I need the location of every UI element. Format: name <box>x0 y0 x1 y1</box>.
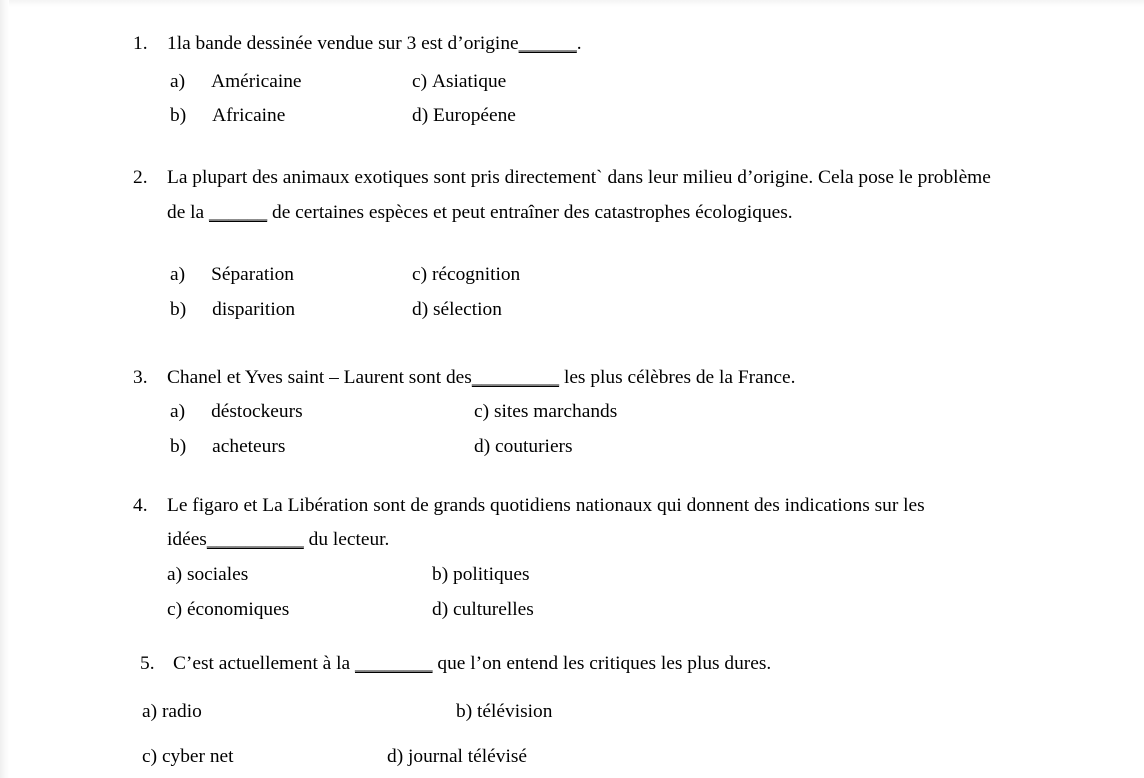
option-label: déstockeurs <box>211 401 303 422</box>
question-stem-text: Chanel et Yves saint – Laurent sont des <box>167 367 472 388</box>
option-b[interactable] <box>170 436 285 458</box>
option-label: cyber net <box>161 746 234 767</box>
question-stem-text: C’est actuellement à la <box>173 653 355 674</box>
option-c[interactable] <box>474 401 617 423</box>
option-tag: d) <box>412 299 429 320</box>
option-c[interactable] <box>167 599 289 621</box>
question-stem <box>167 167 991 189</box>
question-stem-tail: que l’on entend les critiques les plus dures. <box>432 653 772 674</box>
option-d[interactable] <box>432 599 534 621</box>
answer-blank[interactable]: _________ <box>471 367 560 388</box>
question-stem-continuation <box>167 529 389 551</box>
option-tag: a) <box>170 71 186 92</box>
option-label: récognition <box>431 264 521 285</box>
question-number: 2. <box>133 167 148 188</box>
option-d[interactable] <box>412 105 516 127</box>
option-label: radio <box>161 701 202 722</box>
option-tag: c) <box>474 401 490 422</box>
option-a[interactable] <box>167 564 248 586</box>
option-label: Européene <box>433 105 516 126</box>
clipped-heading-line <box>0 0 1144 5</box>
option-a[interactable] <box>170 264 294 286</box>
option-tag: b) <box>432 564 449 585</box>
option-tag: b) <box>170 299 187 320</box>
option-tag: a) <box>170 264 186 285</box>
question-stem-prefix: idées <box>167 529 207 550</box>
option-label: Africaine <box>212 105 286 126</box>
option-label: Asiatique <box>431 71 507 92</box>
question-stem-prefix: de la <box>167 202 209 223</box>
option-tag: d) <box>387 746 404 767</box>
question-number: 1. <box>133 33 148 54</box>
option-d[interactable] <box>474 436 573 458</box>
option-d[interactable] <box>412 299 502 321</box>
answer-blank[interactable]: ________ <box>354 653 433 674</box>
option-tag: b) <box>170 436 187 457</box>
option-tag: a) <box>170 401 186 422</box>
option-a[interactable] <box>142 701 202 723</box>
option-a[interactable] <box>170 401 303 423</box>
option-tag: b) <box>170 105 187 126</box>
question-stem-continuation <box>167 202 793 224</box>
option-label: sélection <box>433 299 502 320</box>
option-b[interactable] <box>170 299 295 321</box>
question-stem-text: Le figaro et La Libération sont de grands quotidiens nationaux qui donnent des indications sur les <box>167 495 925 516</box>
option-c[interactable] <box>412 264 520 286</box>
question-stem <box>173 653 771 675</box>
question-number: 4. <box>133 495 148 516</box>
answer-blank[interactable]: __________ <box>206 529 304 550</box>
option-a[interactable] <box>170 71 302 93</box>
option-tag: b) <box>456 701 473 722</box>
option-d[interactable] <box>387 746 527 768</box>
option-tag: c) <box>142 746 158 767</box>
option-tag: c) <box>167 599 183 620</box>
question-stem-suffix: de certaines espèces et peut entraîner des catastrophes écologiques. <box>267 202 793 223</box>
option-label: culturelles <box>453 599 534 620</box>
option-label: journal télévisé <box>408 746 528 767</box>
option-b[interactable] <box>456 701 552 723</box>
question-number: 5. <box>140 653 155 674</box>
option-label: sites marchands <box>493 401 618 422</box>
question-stem-tail: . <box>576 33 582 54</box>
option-label: Séparation <box>211 264 294 285</box>
option-label: acheteurs <box>212 436 286 457</box>
question-stem <box>167 367 795 389</box>
answer-blank[interactable]: ______ <box>518 33 577 54</box>
option-label: sociales <box>186 564 249 585</box>
option-label: disparition <box>212 299 296 320</box>
option-c[interactable] <box>142 746 234 768</box>
question-stem-text: La plupart des animaux exotiques sont pris directement` dans leur milieu d’origine. Cela pose le problème <box>167 167 991 188</box>
option-tag: d) <box>474 436 491 457</box>
option-tag: a) <box>142 701 158 722</box>
option-tag: c) <box>412 71 428 92</box>
option-label: télévision <box>477 701 553 722</box>
option-tag: c) <box>412 264 428 285</box>
question-number: 3. <box>133 367 148 388</box>
option-tag: a) <box>167 564 183 585</box>
option-b[interactable] <box>432 564 530 586</box>
question-stem-text: 1la bande dessinée vendue sur 3 est d’origine <box>167 33 519 54</box>
option-c[interactable] <box>412 71 506 93</box>
option-label: Américaine <box>211 71 302 92</box>
question-stem-suffix: du lecteur. <box>303 529 390 550</box>
option-label: couturiers <box>495 436 573 457</box>
question-stem-tail: les plus célèbres de la France. <box>559 367 796 388</box>
question-stem <box>167 33 582 55</box>
option-b[interactable] <box>170 105 285 127</box>
option-label: économiques <box>186 599 290 620</box>
option-tag: d) <box>432 599 449 620</box>
option-label: politiques <box>453 564 530 585</box>
question-stem <box>167 495 925 517</box>
option-tag: d) <box>412 105 429 126</box>
answer-blank[interactable]: ______ <box>209 202 268 223</box>
